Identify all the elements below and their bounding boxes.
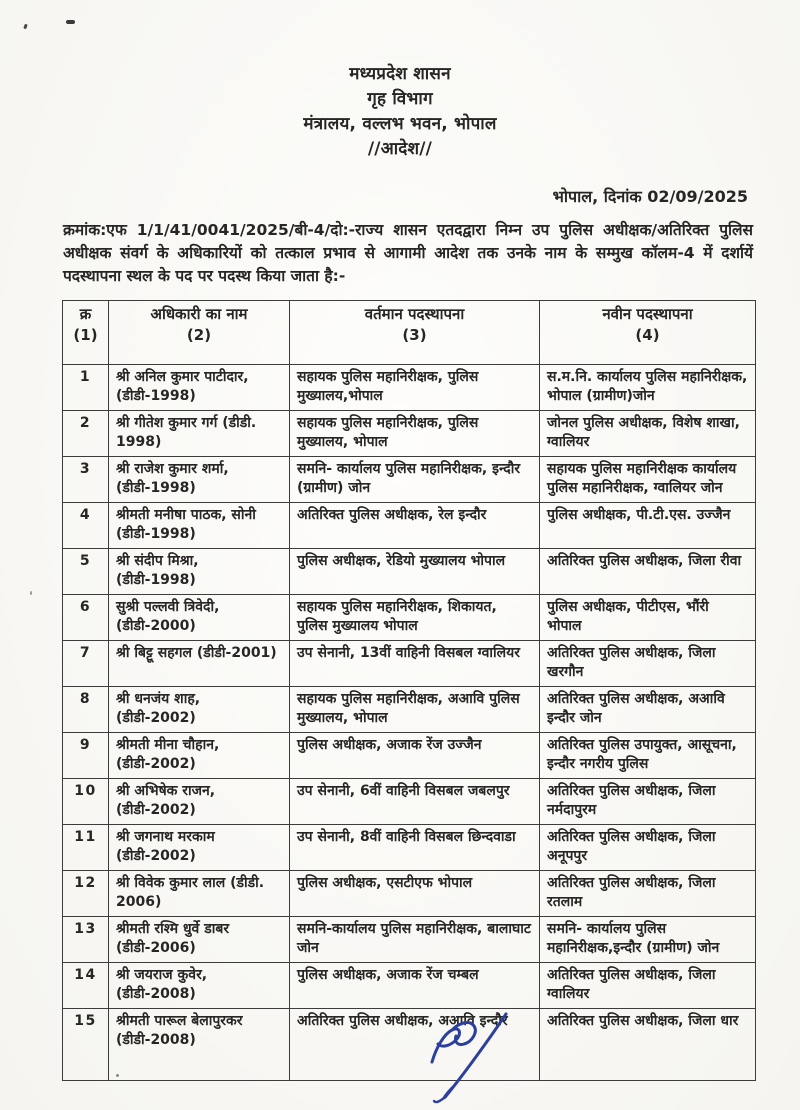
serial-number: 15 [63, 1009, 109, 1081]
officer-name: श्री अनिल कुमार पाटीदार, (डीडी-1998) [109, 365, 290, 411]
table-row [63, 963, 756, 1009]
new-posting: अतिरिक्त पुलिस अधीक्षक, जिला रतलाम [540, 871, 756, 917]
new-posting: अतिरिक्त पुलिस अधीक्षक, जिला रीवा [540, 549, 756, 595]
new-posting: पुलिस अधीक्षक, पी.टी.एस. उज्जैन [540, 503, 756, 549]
current-posting: पुलिस अधीक्षक, अजाक रेंज उज्जैन [290, 733, 540, 779]
column-header-4: नवीन पदस्थापना (4) [540, 301, 756, 365]
column-header-3: वर्तमान पदस्थापना (3) [290, 301, 540, 365]
serial-number: 6 [63, 595, 109, 641]
current-posting: पुलिस अधीक्षक, अजाक रेंज चम्बल [290, 963, 540, 1009]
table-row [63, 595, 756, 641]
table-row [63, 871, 756, 917]
serial-number: 8 [63, 687, 109, 733]
officer-name: श्री संदीप मिश्रा, (डीडी-1998) [109, 549, 290, 595]
officer-name: श्रीमती मनीषा पाठक, सोनी (डीडी-1998) [109, 503, 290, 549]
officer-name: श्रीमती पारूल बेलापुरकर (डीडी-2008) [109, 1009, 290, 1081]
new-posting: स.म.नि. कार्यालय पुलिस महानिरीक्षक, भोपाल (ग्रामीण)जोन [540, 365, 756, 411]
serial-number: 12 [63, 871, 109, 917]
table-row [63, 917, 756, 963]
current-posting: उप सेनानी, 13वीं वाहिनी विसबल ग्वालियर [290, 641, 540, 687]
current-posting: उप सेनानी, 6वीं वाहिनी विसबल जबलपुर [290, 779, 540, 825]
document-header [0, 62, 800, 162]
serial-number: 9 [63, 733, 109, 779]
order-heading: //आदेश// [367, 139, 433, 159]
current-posting: समनि- कार्यालय पुलिस महानिरीक्षक, इन्दौर (ग्रामीण) जोन [290, 457, 540, 503]
new-posting: पुलिस अधीक्षक, पीटीएस, भौंरी भोपाल [540, 595, 756, 641]
table-row [63, 687, 756, 733]
officer-name: सुश्री पल्लवी त्रिवेदी, (डीडी-2000) [109, 595, 290, 641]
serial-number: 2 [63, 411, 109, 457]
current-posting: अतिरिक्त पुलिस अधीक्षक, अआवि इन्दौर [290, 1009, 540, 1081]
serial-number: 5 [63, 549, 109, 595]
serial-number: 1 [63, 365, 109, 411]
new-posting: अतिरिक्त पुलिस अधीक्षक, जिला अनूपपुर [540, 825, 756, 871]
officer-name: श्रीमती मीना चौहान, (डीडी-2002) [109, 733, 290, 779]
current-posting: अतिरिक्त पुलिस अधीक्षक, रेल इन्दौर [290, 503, 540, 549]
current-posting: सहायक पुलिस महानिरीक्षक, शिकायत, पुलिस मुख्यालय भोपाल [290, 595, 540, 641]
column-header-2: अधिकारी का नाम (2) [109, 301, 290, 365]
scan-speck [66, 20, 75, 24]
officer-name: श्री अभिषेक राजन, (डीडी-2002) [109, 779, 290, 825]
new-posting: अतिरिक्त पुलिस अधीक्षक, जिला ग्वालियर [540, 963, 756, 1009]
current-posting: सहायक पुलिस महानिरीक्षक, अआवि पुलिस मुख्यालय, भोपाल [290, 687, 540, 733]
current-posting: समनि-कार्यालय पुलिस महानिरीक्षक, बालाघाट जोन [290, 917, 540, 963]
current-posting: सहायक पुलिस महानिरीक्षक, पुलिस मुख्यालय,भोपाल [290, 365, 540, 411]
table-row [63, 779, 756, 825]
serial-number: 11 [63, 825, 109, 871]
officer-name: श्री जयराज कुवेर, (डीडी-2008) [109, 963, 290, 1009]
officer-name: श्री धनजंय शाह, (डीडी-2002) [109, 687, 290, 733]
table-row [63, 733, 756, 779]
new-posting: अतिरिक्त पुलिस अधीक्षक, जिला खरगौन [540, 641, 756, 687]
new-posting: अतिरिक्त पुलिस अधीक्षक, अआवि इन्दौर जोन [540, 687, 756, 733]
current-posting: पुलिस अधीक्षक, रेडियो मुख्यालय भोपाल [290, 549, 540, 595]
serial-number: 3 [63, 457, 109, 503]
current-posting: उप सेनानी, 8वीं वाहिनी विसबल छिन्दवाडा [290, 825, 540, 871]
serial-number: 13 [63, 917, 109, 963]
serial-number: 14 [63, 963, 109, 1009]
current-posting: सहायक पुलिस महानिरीक्षक, पुलिस मुख्यालय, भोपाल [290, 411, 540, 457]
department-title: गृह विभाग [367, 89, 433, 109]
table-row [63, 365, 756, 411]
table-row [63, 503, 756, 549]
officer-name: श्री विवेक कुमार लाल (डीडी. 2006) [109, 871, 290, 917]
officer-name: श्री राजेश कुमार शर्मा, (डीडी-1998) [109, 457, 290, 503]
transfer-table [62, 300, 756, 1081]
signature-initials-icon [402, 1004, 542, 1108]
serial-number: 4 [63, 503, 109, 549]
new-posting: अतिरिक्त पुलिस अधीक्षक, जिला नर्मदापुरम [540, 779, 756, 825]
new-posting: जोनल पुलिस अधीक्षक, विशेष शाखा, ग्वालियर [540, 411, 756, 457]
new-posting: समनि- कार्यालय पुलिस महानिरीक्षक,इन्दौर (ग्रामीण) जोन [540, 917, 756, 963]
scan-speck [30, 591, 32, 595]
order-body-text: क्रमांक:एफ 1/1/41/0041/2025/बी-4/दो:-राज्य शासन एतदद्वारा निम्न उप पुलिस अधीक्षक/अतिरिक्त पुलिस अधीक्षक संवर्ग के अधिकारियों को तत्काल प्रभाव से आगामी आदेश तक उनके नाम के सम्मुख कॉलम-4 में दर्शायें पदस्थापना स्थल के पद पर पदस्थ किया जाता है:- [63, 221, 753, 285]
new-posting: सहायक पुलिस महानिरीक्षक कार्यालय पुलिस महानिरीक्षक, ग्वालियर जोन [540, 457, 756, 503]
serial-number: 7 [63, 641, 109, 687]
new-posting: अतिरिक्त पुलिस उपायुक्त, आसूचना, इन्दौर नगरीय पुलिस [540, 733, 756, 779]
column-header-1: क्र (1) [63, 301, 109, 365]
table-row [63, 457, 756, 503]
table-row [63, 549, 756, 595]
government-title: मध्यप्रदेश शासन [349, 64, 451, 84]
new-posting: अतिरिक्त पुलिस अधीक्षक, जिला धार [540, 1009, 756, 1081]
officer-name: श्री गीतेश कुमार गर्ग (डीडी. 1998) [109, 411, 290, 457]
table-row [63, 825, 756, 871]
table-row [63, 411, 756, 457]
table-row [63, 641, 756, 687]
serial-number: 10 [63, 779, 109, 825]
place-and-date: भोपाल, दिनांक 02/09/2025 [552, 187, 748, 206]
table-body [63, 365, 756, 1081]
scan-speck [23, 24, 28, 30]
current-posting: पुलिस अधीक्षक, एसटीएफ भोपाल [290, 871, 540, 917]
officer-name: श्री जगनाथ मरकाम (डीडी-2002) [109, 825, 290, 871]
officer-name: श्रीमती रश्मि धुर्वे डाबर (डीडी-2006) [109, 917, 290, 963]
office-address: मंत्रालय, वल्लभ भवन, भोपाल [303, 114, 497, 134]
officer-name: श्री बिट्टू सहगल (डीडी-2001) [109, 641, 290, 687]
table-head-row [63, 301, 756, 365]
